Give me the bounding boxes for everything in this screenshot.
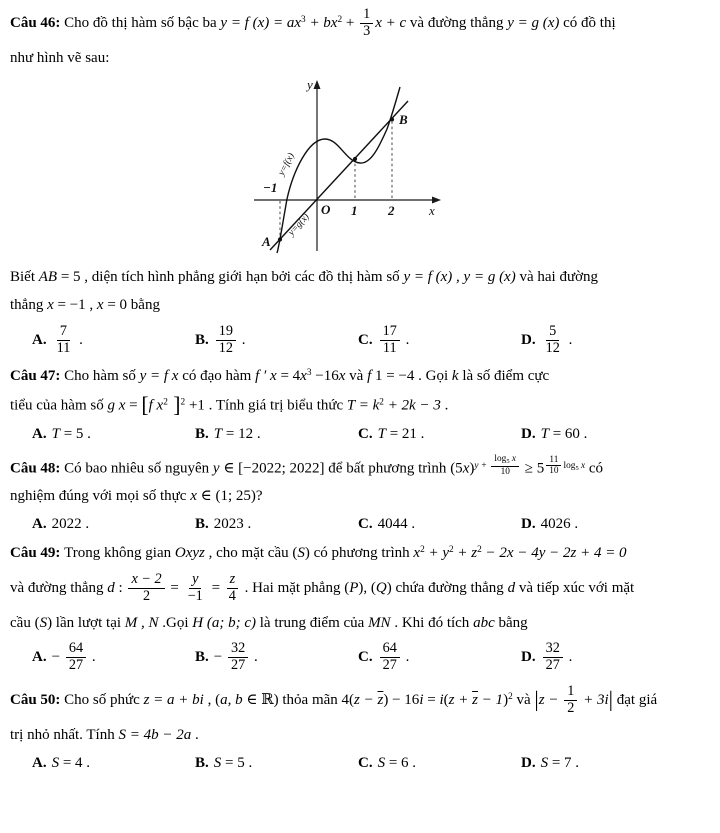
text-run: trị nhỏ nhất. Tính [10,727,119,744]
text-run: S = 4b − 2a [118,727,192,744]
superscript: 2 [508,691,513,702]
text-run: f ′ x [255,367,277,384]
text-run: . [440,396,449,413]
text-run: . [250,649,258,666]
text-run: T [213,426,223,443]
text-run: ) có phương trình [304,544,414,561]
text-run: x [462,460,470,477]
text-run: : [114,579,127,596]
function-graph-figure [230,77,490,263]
text-run: + y [424,544,450,561]
text-run: như hình vẽ sau: [10,49,110,66]
fraction [54,324,74,357]
answer-option-label: D. [521,331,536,348]
text-run: [ [141,392,149,417]
text-run: + 3i [579,692,609,709]
superscript [474,454,521,477]
text-run: 2 [143,587,151,604]
text-run: ] [167,392,181,417]
text-run: thẳng [10,297,48,314]
text-run: = 60 . [548,426,588,443]
answer-option-a [32,754,195,773]
question-46-statement [10,7,710,68]
text-run: có đạo hàm [178,367,256,384]
answer-option-a [32,425,195,444]
answer-option-label: A. [32,331,47,348]
question-line [10,49,710,68]
question-48-statement [10,454,710,506]
text-run: và [512,692,535,709]
text-run: 7 [59,322,68,339]
text-run: z + [448,692,473,709]
text-run: là trung điểm của [256,614,369,631]
text-run: S [39,614,48,631]
question-line [10,572,710,605]
text-run: −1 [187,587,203,604]
text-run: 64 [68,640,84,657]
tick-minus1-label: −1 [263,179,278,195]
fraction [543,324,563,357]
answer-option-label: A. [32,426,47,443]
text-run: . [88,649,96,666]
text-run: log [494,454,507,465]
question-48 [10,454,710,534]
answer-option-d [521,324,572,357]
text-run: 1 [363,6,371,22]
question-49-options [10,641,710,674]
fraction [216,324,236,357]
graph-svg [230,77,490,257]
text-run: − [51,649,64,666]
question-line [10,454,710,478]
y-axis-arrow [314,80,321,89]
text-run: y = f (x) = ax [220,14,302,31]
text-run: 27 [382,657,397,674]
superscript [544,454,586,476]
fraction [128,572,164,605]
text-run: ) [503,692,509,709]
text-run: $\overline{z}$ [377,692,384,709]
text-run: (5 [450,460,463,477]
text-run: và tiếp xúc với mặt [515,579,635,596]
text-run: + 2k − 3 [383,396,441,413]
text-run: , cho mặt cầu ( [204,544,298,561]
text-run: ∈ [−2022; 2022] để bất phương trình [219,460,451,477]
text-run: ) lần lượt tại [47,614,125,631]
text-run: 1 = −4 . Gọi [371,367,452,384]
text-run: = [166,579,183,596]
text-run: −16 [311,367,339,384]
text-run: d [107,579,115,596]
answer-option-d [521,425,587,444]
y-axis-label: y [307,76,313,92]
text-run: y [212,460,220,477]
text-run: 10 [500,466,510,477]
text-run: ∈ ℝ) thỏa mãn 4( [242,692,355,709]
question-46 [10,7,710,357]
text-run: $\overline{z}$ [472,692,478,709]
answer-option-label: B. [195,426,209,443]
answer-option-c [358,641,521,674]
point-a-label: A [262,233,271,249]
text-run: = [207,579,224,596]
text-run: . [564,331,573,348]
answer-option-label: B. [195,516,209,533]
text-run: S [213,754,222,771]
text-run: 32 [230,640,246,657]
fraction [360,7,373,40]
text-run: = 5 . [221,754,253,771]
question-line [10,296,710,315]
answer-option-d [521,641,572,674]
answer-option-d [521,515,578,534]
text-run: T [377,426,386,443]
fraction [66,641,86,674]
answer-option-c [358,425,521,444]
text-run: log [563,460,576,471]
text-run: x + c [375,14,407,31]
text-run: 27 [545,657,560,674]
answer-option-label: B. [195,649,209,666]
text-run: . [238,331,246,348]
text-run: Câu 47: [10,367,65,384]
text-run: ≥ 5 [521,460,545,477]
text-run: + z [453,544,478,561]
superscript: 2 [180,396,186,407]
superscript: 2 [420,544,425,555]
text-run: 27 [230,657,246,674]
text-run: z [229,570,236,587]
text-run: . [191,727,199,744]
fraction [185,572,206,605]
superscript: 2 [163,396,168,407]
text-run: = 0 bằng [103,297,160,314]
g-line-label: y=g(x) [286,211,312,238]
answer-option-label: B. [195,754,209,771]
text-run: z = a + bi [143,692,204,709]
text-run: Cho số phức [64,692,144,709]
text-run: = 21 . [385,426,425,443]
fraction [380,324,400,357]
text-run: y = f (x) , y = g (x) [403,269,516,286]
text-run: x [578,460,586,471]
text-run: T [540,426,549,443]
text-run: = 5 . [59,426,91,443]
text-run: x [300,367,307,384]
answer-option-label: D. [521,516,536,533]
text-run: y = f x [139,367,179,384]
superscript: 2 [477,544,482,555]
text-run: Oxyz [174,544,205,561]
text-run: AB [38,269,58,286]
text-run: = 4 . [59,754,91,771]
question-50-options [10,754,710,773]
text-run: = 6 . [385,754,417,771]
text-run: Câu 48: [10,460,65,477]
text-run: T [51,426,60,443]
question-line [10,614,710,633]
superscript: 2 [337,14,343,25]
text-run: | [608,687,613,712]
question-line [10,367,710,386]
point-b-label: B [399,111,408,127]
text-run: 11 [549,454,559,465]
text-run: Câu 50: [10,692,65,709]
text-run: abc [473,614,495,631]
answer-option-label: D. [521,754,536,771]
text-run: nghiệm đúng với mọi số thực [10,488,191,505]
text-run: S [377,754,386,771]
text-run: ), ( [358,579,376,596]
text-run: ) chứa đường thẳng [386,579,508,596]
text-run: x [96,297,104,314]
superscript: 3 [306,367,312,378]
text-run: có [585,460,604,477]
text-run: S [51,754,60,771]
answer-option-label: D. [521,649,536,666]
fraction [491,454,519,477]
tick-1-label: 1 [351,202,358,218]
tick-2-label: 2 [388,202,395,218]
text-run: + [342,14,359,31]
text-run: ( [443,692,449,709]
text-run: = [125,396,142,413]
answer-option-d [521,754,579,773]
text-run: − [213,649,226,666]
text-run: cầu ( [10,614,40,631]
text-run: và đường thẳng [10,579,108,596]
text-run: Có bao nhiêu số nguyên [64,460,213,477]
text-run: H (a; b; c) [192,614,257,631]
question-46-options [10,324,710,357]
text-run: y = g (x) [507,14,560,31]
text-run: 4 [228,587,236,604]
answer-option-b [195,515,358,534]
question-line [10,684,710,717]
text-run: = [423,692,440,709]
answer-option-label: C. [358,754,373,771]
answer-option-c [358,515,521,534]
text-run: +1 . Tính giá trị biểu thức [185,396,347,413]
fraction [228,641,248,674]
text-run: 11 [56,339,71,356]
answer-option-a [32,324,195,357]
text-run: M , N [124,614,159,631]
superscript: 3 [301,14,306,25]
text-run: . [75,331,83,348]
text-run: i [419,692,424,709]
answer-option-b [195,425,358,444]
text-run: f x [148,396,164,413]
text-run: i [439,692,444,709]
text-run: x [190,488,197,505]
text-run: = 7 . [548,754,580,771]
text-run: 5 [549,322,557,339]
question-49 [10,544,710,674]
answer-option-b [195,754,358,773]
text-run: Cho hàm số [64,367,140,384]
answer-option-label: A. [32,649,47,666]
point-b-dot [390,117,394,121]
text-run: Q [375,579,387,596]
text-run: | [534,687,539,712]
answer-option-label: C. [358,649,373,666]
text-run: T = k [346,396,380,413]
question-line [10,544,710,563]
text-run: 3 [363,22,371,39]
text-run: Cho đồ thị hàm số bậc ba [64,14,221,31]
question-50 [10,684,710,772]
answer-option-label: A. [32,516,47,533]
text-run: z − [538,692,563,709]
question-line [10,392,710,417]
text-run: . [564,649,573,666]
text-run: y + [474,460,490,471]
text-run: tiểu của hàm số [10,396,108,413]
fraction [546,455,561,476]
text-run: . Khi đó tích [390,614,474,631]
text-run: ) [469,460,475,477]
text-run: S [540,754,549,771]
text-run: 2 [567,700,575,717]
text-run: 4026 . [540,516,579,533]
text-run: .Gọi [158,614,193,631]
text-run: x [47,297,54,314]
question-47-options [10,425,710,444]
question-47-statement [10,367,710,417]
origin-label: O [321,201,331,217]
subscript: 5 [506,458,510,465]
answer-option-label: B. [195,331,209,348]
text-run: và hai đường [515,269,599,286]
text-run: y [192,570,199,587]
question-50-statement [10,684,710,745]
question-line [10,268,710,287]
answer-option-label: A. [32,754,47,771]
text-run: Câu 46: [10,14,65,31]
text-run: đạt giá [613,692,658,709]
fraction [226,572,239,605]
answer-option-label: C. [358,516,373,533]
text-run: Trong không gian [64,544,175,561]
answer-option-b [195,324,358,357]
answer-option-label: C. [358,331,373,348]
text-run: 17 [382,322,397,339]
text-run: = 4 [276,367,301,384]
text-run: 27 [68,657,84,674]
question-line [10,487,710,506]
text-run: , ( [203,692,221,709]
fraction [564,684,577,717]
text-run: z − [354,692,378,709]
text-run: có đồ thị [559,14,616,31]
subscript: 5 [575,464,579,472]
answer-option-b [195,641,358,674]
text-run: = 5 , diện tích hình phẳng giới hạn bởi các đồ thị hàm số [57,269,404,286]
text-run: − 1 [477,692,504,709]
text-run: x − 2 [131,570,162,587]
text-run: x [338,367,346,384]
question-46-statement-after [10,268,710,315]
fraction [543,641,563,674]
text-run: ) − 16 [383,692,420,709]
question-48-options [10,515,710,534]
text-run: 64 [382,640,397,657]
text-run: 12 [545,339,560,356]
text-run: Câu 49: [10,544,65,561]
text-run: = −1 , [53,297,97,314]
superscript: 2 [449,544,454,555]
text-run: k [451,367,459,384]
x-axis-label: x [429,202,435,218]
answer-option-c [358,754,521,773]
text-run: 32 [545,640,560,657]
text-run: 2023 . [213,516,252,533]
text-run: 12 [218,339,234,356]
question-49-statement [10,544,710,632]
answer-option-a [32,515,195,534]
text-run: S [297,544,305,561]
text-run: = 12 . [222,426,261,443]
text-run: x [413,544,421,561]
text-run: 10 [549,465,559,476]
text-run: và [345,367,368,384]
fraction [380,641,400,674]
answer-option-label: D. [521,426,536,443]
text-run: ∈ (1; 25)? [196,488,263,505]
question-47 [10,367,710,444]
text-run: 4044 . [377,516,416,533]
text-run: d [507,579,516,596]
text-run: là số điểm cực [458,367,550,384]
text-run: MN [368,614,391,631]
answer-option-a [32,641,195,674]
question-line [10,7,710,40]
text-run: . [401,331,410,348]
text-run: + bx [305,14,338,31]
text-run: và đường thẳng [406,14,508,31]
text-run: . [401,649,410,666]
answer-option-c [358,324,521,357]
text-run: g x [107,396,126,413]
text-run: 19 [218,322,234,339]
text-run: a, b [220,692,243,709]
text-run: . Hai mặt phẳng ( [240,579,350,596]
text-run: − 2x − 4y − 2z + 4 = 0 [481,544,627,561]
text-run: P [349,579,359,596]
text-run: 11 [382,339,397,356]
text-run: Biết [10,269,39,286]
text-run: x [509,454,517,465]
intersection-x1-dot [353,157,357,161]
text-run: bằng [494,614,528,631]
point-a-dot [278,237,282,241]
text-run: 2022 . [51,516,90,533]
f-curve-label: y=f(x) [276,151,297,178]
question-line [10,726,710,745]
answer-option-label: C. [358,426,373,443]
text-run: f [367,367,372,384]
text-run: 1 [567,683,575,700]
superscript: 2 [379,396,384,407]
